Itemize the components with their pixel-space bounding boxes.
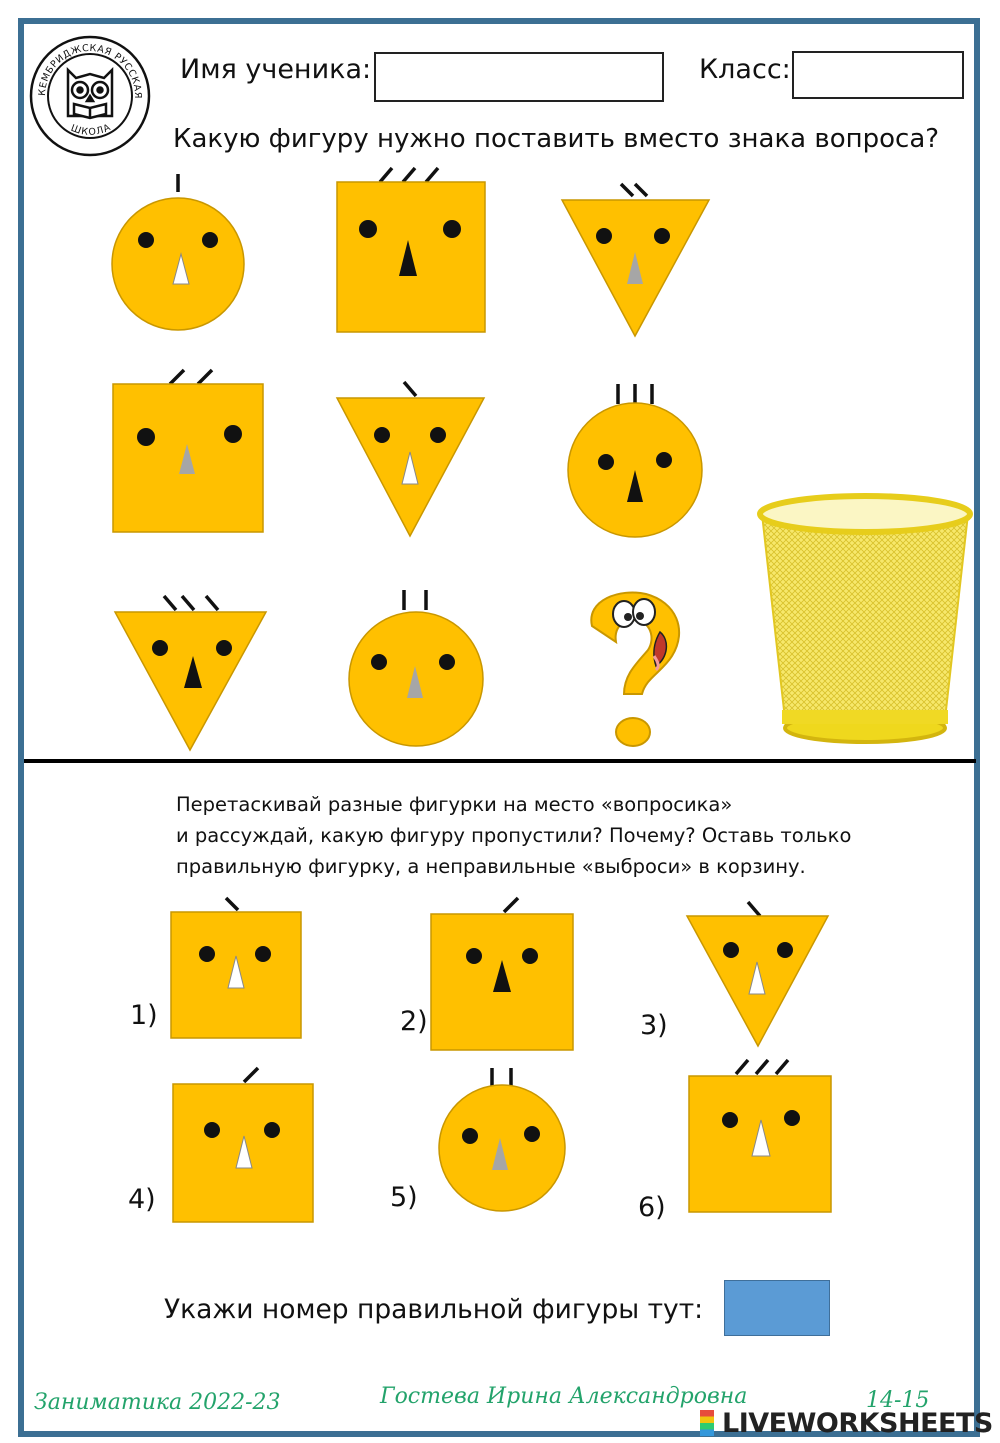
puzzle-figure-7 <box>114 592 268 752</box>
question-mark-target[interactable] <box>580 586 692 748</box>
option-1-label: 1) <box>130 1000 158 1031</box>
class-field[interactable] <box>792 51 964 99</box>
puzzle-figure-8 <box>348 590 484 748</box>
option-3-label: 3) <box>640 1010 668 1041</box>
option-4-label: 4) <box>128 1184 156 1215</box>
option-6-label: 6) <box>638 1192 666 1223</box>
option-figure-1[interactable] <box>170 894 302 1040</box>
puzzle-figure-5 <box>336 380 486 538</box>
option-figure-4[interactable] <box>172 1066 314 1224</box>
question-heading: Какую фигуру нужно поставить вместо знака вопроса? <box>173 124 940 154</box>
logo-text-bottom: ШКОЛА <box>69 121 114 138</box>
option-2-label: 2) <box>400 1006 428 1037</box>
logo-text-top: КЕМБРИДЖСКАЯ РУССКАЯ <box>36 42 144 100</box>
liveworksheets-logo-icon <box>700 1410 714 1436</box>
wastebasket-icon[interactable] <box>756 492 974 752</box>
option-figure-3[interactable] <box>686 900 830 1048</box>
puzzle-figure-3 <box>561 182 711 338</box>
instruction-line-3: правильную фигурку, а неправильные «выброси» в корзину. <box>176 855 806 878</box>
footer-course: Заниматика 2022-23 <box>34 1390 281 1415</box>
student-name-label: Имя ученика: <box>180 54 372 85</box>
footer-pages: 14-15 <box>866 1388 930 1413</box>
section-divider <box>24 759 976 763</box>
footer-author: Гостева Ирина Александровна <box>380 1384 748 1409</box>
liveworksheets-brand: LIVEWORKSHEETS <box>700 1408 993 1439</box>
class-label: Класс: <box>699 54 791 85</box>
answer-prompt: Укажи номер правильной фигуры тут: <box>164 1294 704 1325</box>
puzzle-figure-2 <box>336 166 486 334</box>
school-logo <box>28 34 152 158</box>
instruction-line-2: и рассуждай, какую фигуру пропустили? Почему? Оставь только <box>176 824 852 847</box>
puzzle-figure-1 <box>110 174 246 334</box>
option-figure-2[interactable] <box>430 896 574 1052</box>
answer-input[interactable] <box>724 1280 830 1336</box>
option-figure-5[interactable] <box>438 1068 568 1212</box>
option-5-label: 5) <box>390 1182 418 1213</box>
student-name-field[interactable] <box>374 52 664 102</box>
owl-icon <box>68 70 112 118</box>
instruction-line-1: Перетаскивай разные фигурки на место «вопросика» <box>176 793 733 816</box>
option-figure-6[interactable] <box>688 1058 832 1214</box>
puzzle-figure-4 <box>112 366 264 534</box>
puzzle-figure-6 <box>566 384 704 540</box>
